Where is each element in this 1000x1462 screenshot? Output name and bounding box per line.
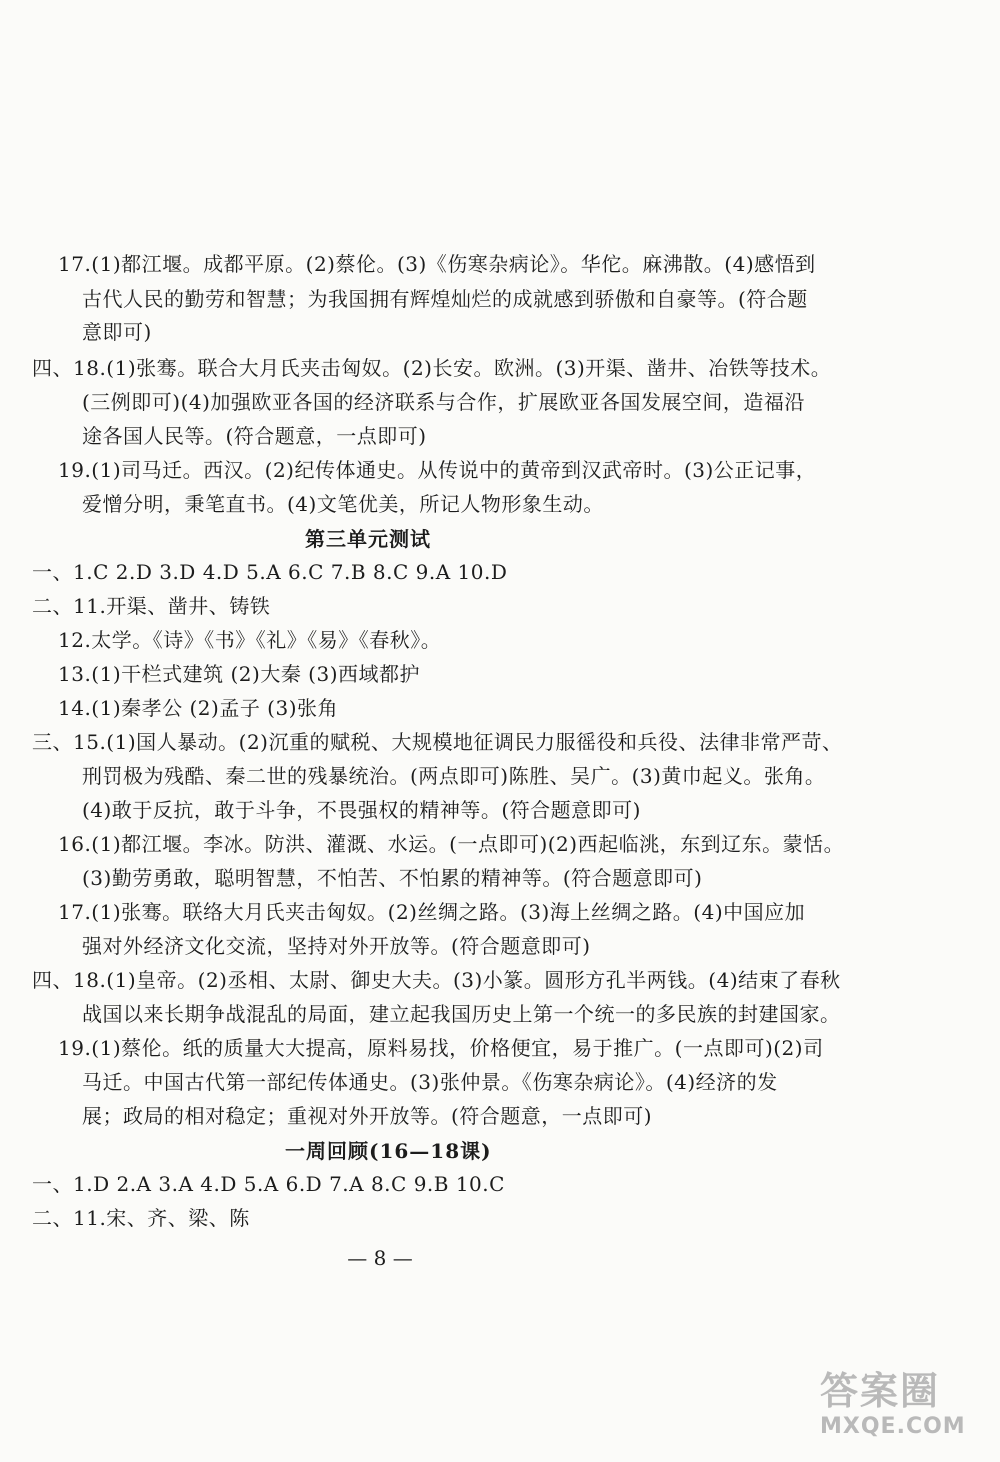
watermark-title: 答案圈 [820,1369,941,1413]
answer-15-line-1: 三、15.(1)国人暴动。(2)沉重的赋税、大规模地征调民力服徭役和兵役、法律非常严苛、 [32,730,843,754]
answer-19b-line-3: 展；政局的相对稳定；重视对外开放等。(符合题意，一点即可) [82,1104,653,1128]
answer-19b-line-2: 马迁。中国古代第一部纪传体通史。(3)张仲景。《伤寒杂病论》。(4)经济的发 [82,1070,778,1094]
answer-18-line-3: 途各国人民等。(符合题意，一点即可) [82,424,427,448]
answer-18-line-2: (三例即可)(4)加强欧亚各国的经济联系与合作，扩展欧亚各国发展空间，造福沿 [82,390,805,414]
answer-16-line-2: (3)勤劳勇敢，聪明智慧，不怕苦、不怕累的精神等。(符合题意即可) [82,866,703,890]
answer-19-line-1: 19.(1)司马迁。西汉。(2)纪传体通史。从传说中的黄帝到汉武帝时。(3)公正记事， [58,458,817,482]
answer-17-line-3: 意即可) [82,320,152,344]
answer-17b-line-1: 17.(1)张骞。联络大月氏夹击匈奴。(2)丝绸之路。(3)海上丝绸之路。(4)中国应加 [58,900,806,924]
watermark-url: MXQE.COM [820,1414,966,1439]
answer-17-line-1: 17.(1)都江堰。成都平原。(2)蔡伦。(3)《伤寒杂病论》。华佗。麻沸散。(4)感悟到 [58,252,816,276]
section-heading-weekly-review: 一周回顾(16—18课) [285,1139,492,1163]
answer-16-line-1: 16.(1)都江堰。李冰。防洪、灌溉、水运。(一点即可)(2)西起临洮，东到辽东。蒙恬。 [58,832,845,856]
answer-15-line-2: 刑罚极为残酷、秦二世的残暴统治。(两点即可)陈胜、吴广。(3)黄巾起义。张角。 [82,764,826,788]
answer-18b-line-1: 四、18.(1)皇帝。(2)丞相、太尉、御史大夫。(3)小篆。圆形方孔半两钱。(4)结束了春秋 [32,968,841,992]
choice-answers-unit-3: 一、1.C 2.D 3.D 4.D 5.A 6.C 7.B 8.C 9.A 10.D [32,560,508,584]
answer-11: 二、11.开渠、凿井、铸铁 [32,594,271,618]
answer-15-line-3: (4)敢于反抗，敢于斗争，不畏强权的精神等。(符合题意即可) [82,798,641,822]
page-number: — 8 — [347,1246,413,1270]
choice-answers-weekly-review: 一、1.D 2.A 3.A 4.D 5.A 6.D 7.A 8.C 9.B 10.C [32,1172,505,1196]
answer-17b-line-2: 强对外经济文化交流，坚持对外开放等。(符合题意即可) [82,934,591,958]
answer-19-line-2: 爱憎分明，秉笔直书。(4)文笔优美，所记人物形象生动。 [82,492,604,516]
answer-19b-line-1: 19.(1)蔡伦。纸的质量大大提高，原料易找，价格便宜，易于推广。(一点即可)(2)司 [58,1036,824,1060]
answer-11-weekly-review: 二、11.宋、齐、梁、陈 [32,1206,250,1230]
site-watermark-logo [820,1368,990,1454]
answer-13: 13.(1)干栏式建筑 (2)大秦 (3)西域都护 [58,662,421,686]
answer-12: 12.太学。《诗》《书》《礼》《易》《春秋》。 [58,628,442,652]
answer-14: 14.(1)秦孝公 (2)孟子 (3)张角 [58,696,339,720]
answer-17-line-2: 古代人民的勤劳和智慧；为我国拥有辉煌灿烂的成就感到骄傲和自豪等。(符合题 [82,287,808,311]
answer-18b-line-2: 战国以来长期争战混乱的局面，建立起我国历史上第一个统一的多民族的封建国家。 [82,1002,841,1026]
section-heading-unit-3-test: 第三单元测试 [305,527,431,551]
answer-18-line-1: 四、18.(1)张骞。联合大月氏夹击匈奴。(2)长安。欧洲。(3)开渠、凿井、冶铁等技术。 [32,356,832,380]
